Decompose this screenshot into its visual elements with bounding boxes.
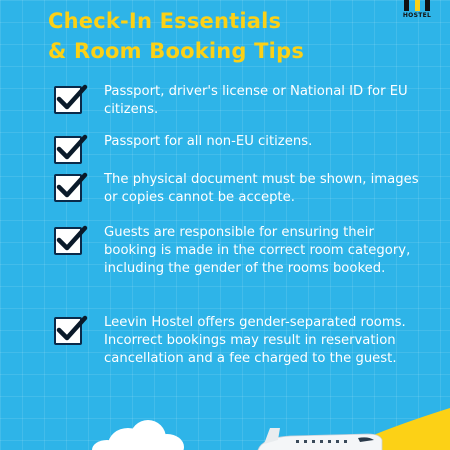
page-title: [48, 6, 378, 66]
checklist-item-text: Leevin Hostel offers gender-separated rooms. Incorrect bookings may result in reservation cancellation and a fee charged to the guest.: [104, 315, 406, 366]
checklist-item-text: Passport for all non-EU citizens.: [104, 134, 313, 149]
checkbox-checked-icon: [54, 86, 82, 114]
title-line-2: & Room Booking Tips: [48, 39, 305, 63]
checkbox-checked-icon: [54, 317, 82, 345]
checkbox-checked-icon: [54, 174, 82, 202]
checkbox-checked-icon: [54, 136, 82, 164]
checklist-item-text: Passport, driver's license or National ID for EU citizens.: [104, 84, 408, 117]
title-line-1: Check-In Essentials: [48, 9, 282, 33]
airplane-icon: [250, 428, 410, 450]
hostel-logo-icon: [400, 0, 434, 20]
checklist-item-text: Guests are responsible for ensuring their booking is made in the correct room category, including the gender of the rooms booked.: [104, 225, 411, 276]
checkbox-checked-icon: [54, 227, 82, 255]
checklist-item-text: The physical document must be shown, images or copies cannot be accepte.: [104, 172, 419, 205]
logo-text: HOSTEL: [402, 12, 432, 19]
